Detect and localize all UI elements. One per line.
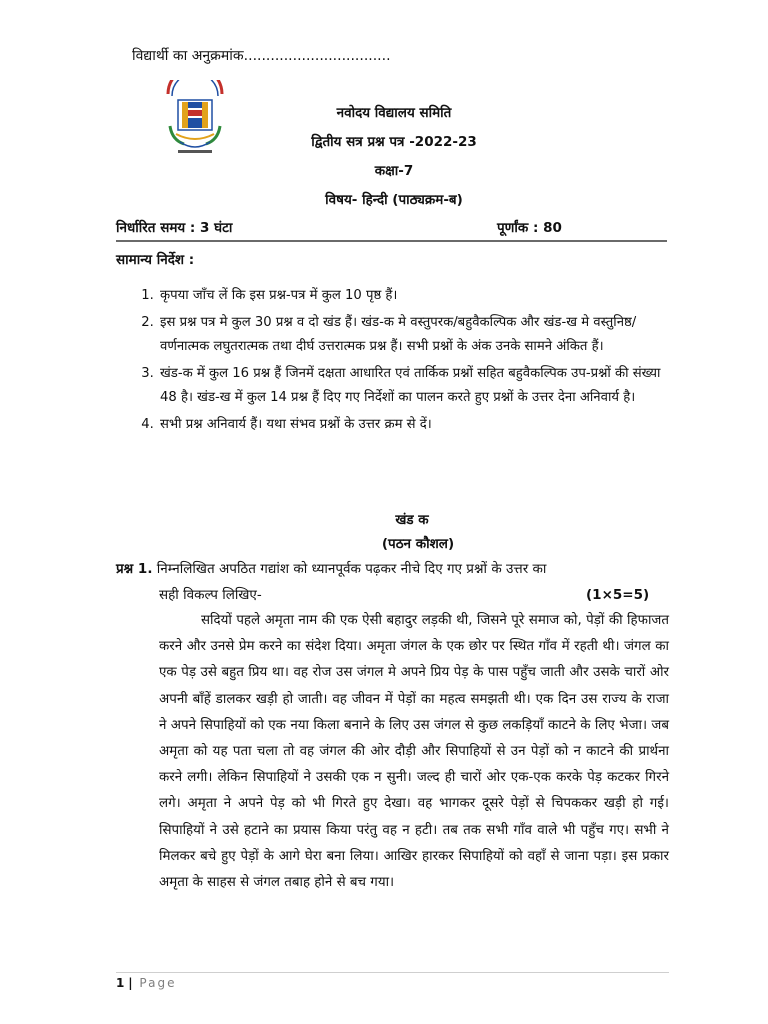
instruction-item: 2. इस प्रश्न पत्र मे कुल 30 प्रश्न व दो खंड हैं। खंड-क मे वस्तुपरक/बहुवैकल्पिक और खंड-ख मे वस्तुनिष्ठ/वर्णनात्मक लघुतरात्मक तथा दीर्घ उत्तरात्मक प्रश्न हैं। सभी प्रश्नों के अंक उनके सामने अंकित हैं। (158, 311, 668, 360)
question-text: निम्नलिखित अपठित गद्यांश को ध्यानपूर्वक पढ़कर नीचे दिए गए प्रश्नों के उत्तर का (156, 561, 547, 577)
header-divider (116, 240, 667, 242)
instructions-heading: सामान्य निर्देश : (116, 252, 195, 268)
instruction-item: 4. सभी प्रश्न अनिवार्य हैं। यथा संभव प्रश्नों के उत्तर क्रम से दें। (158, 413, 668, 438)
section-subtitle: (पठन कौशल) (381, 536, 455, 552)
page-separator: | (128, 976, 133, 990)
footer-divider (116, 972, 669, 973)
question-number: प्रश्न 1. (116, 561, 153, 577)
max-marks: पूर्णांक : 80 (497, 220, 562, 236)
instructions-list (116, 284, 668, 439)
page-label: Page (139, 976, 177, 990)
page-number: 1 (116, 976, 125, 990)
subject-label: विषय- हिन्दी (पाठ्यक्रम-ब) (325, 192, 463, 208)
instruction-item: 1. कृपया जाँच लें कि इस प्रश्न-पत्र में कुल 10 पृष्ठ हैं। (158, 284, 668, 309)
question-1 (116, 556, 666, 608)
section-title: खंड क (395, 512, 429, 528)
time-allotted: निर्धारित समय : 3 घंटा (116, 220, 233, 236)
paper-title: द्वितीय सत्र प्रश्न पत्र -2022-23 (311, 134, 477, 150)
passage-paragraph: सदियों पहले अमृता नाम की एक ऐसी बहादुर लड़की थी, जिसने पूरे समाज को, पेड़ों की हिफाजत करने और उनसे प्रेम करने का संदेश दिया। अमृता जंगल के एक छोर पर स्थित गाँव में रहती थी। जंगल का एक पेड़ उसे बहुत प्रिय था। वह रोज उस जंगल मे अपने प्रिय पेड़ के पास पहुँच जाती और उसके चारों ओर अपनी बाँहें डालकर खड़ी हो जाती। वह जीवन में पेड़ों का महत्व समझती थी। एक दिन उस राज्य के राजा ने अपने सिपाहियों को एक नया किला बनाने के लिए उस जंगल से कुछ लकड़ियाँ काटने के लिए भेजा। जब अमृता को यह पता चला तो वह जंगल की ओर दौड़ी और सिपाहियों से उन पेड़ों को न काटने की प्रार्थना करने लगी। लेकिन सिपाहियों ने उसकी एक न सुनी। जल्द ही चारों ओर एक-एक करके पेड़ कटकर गिरने लगे। अमृता ने अपने पेड़ को भी गिरते हुए देखा। वह भागकर दूसरे पेड़ों से चिपककर खड़ी हो गई। सिपाहियों ने उसे हटाने का प्रयास किया परंतु वह न हटी। तब तक सभी गाँव वाले भी पहुँच गए। सभी ने मिलकर बचे हुए पेड़ों के आगे घेरा बना लिया। आखिर हारकर सिपाहियों को वहाँ से जाना पड़ा। इस प्रकार अमृता के साहस से जंगल तबाह होने से बच गया। (159, 613, 669, 891)
question-text-line2: सही विकल्प लिखिए- (159, 587, 262, 603)
organization-name: नवोदय विद्यालय समिति (336, 105, 452, 121)
question-marks: (1×5=5) (586, 587, 650, 603)
roll-number-label: विद्यार्थी का अनुक्रमांक................................. (132, 48, 391, 64)
page-footer (116, 976, 176, 990)
instruction-item: 3. खंड-क में कुल 16 प्रश्न हैं जिनमें दक्षता आधारित एवं तार्किक प्रश्नों सहित बहुवैकल्पिक उप-प्रश्नों की संख्या 48 है। खंड-ख में कुल 14 प्रश्न हैं दिए गए निर्देशों का पालन करते हुए प्रश्नों के उत्तर देना अनिवार्य है। (158, 362, 668, 411)
class-label: कक्षा-7 (374, 163, 414, 179)
